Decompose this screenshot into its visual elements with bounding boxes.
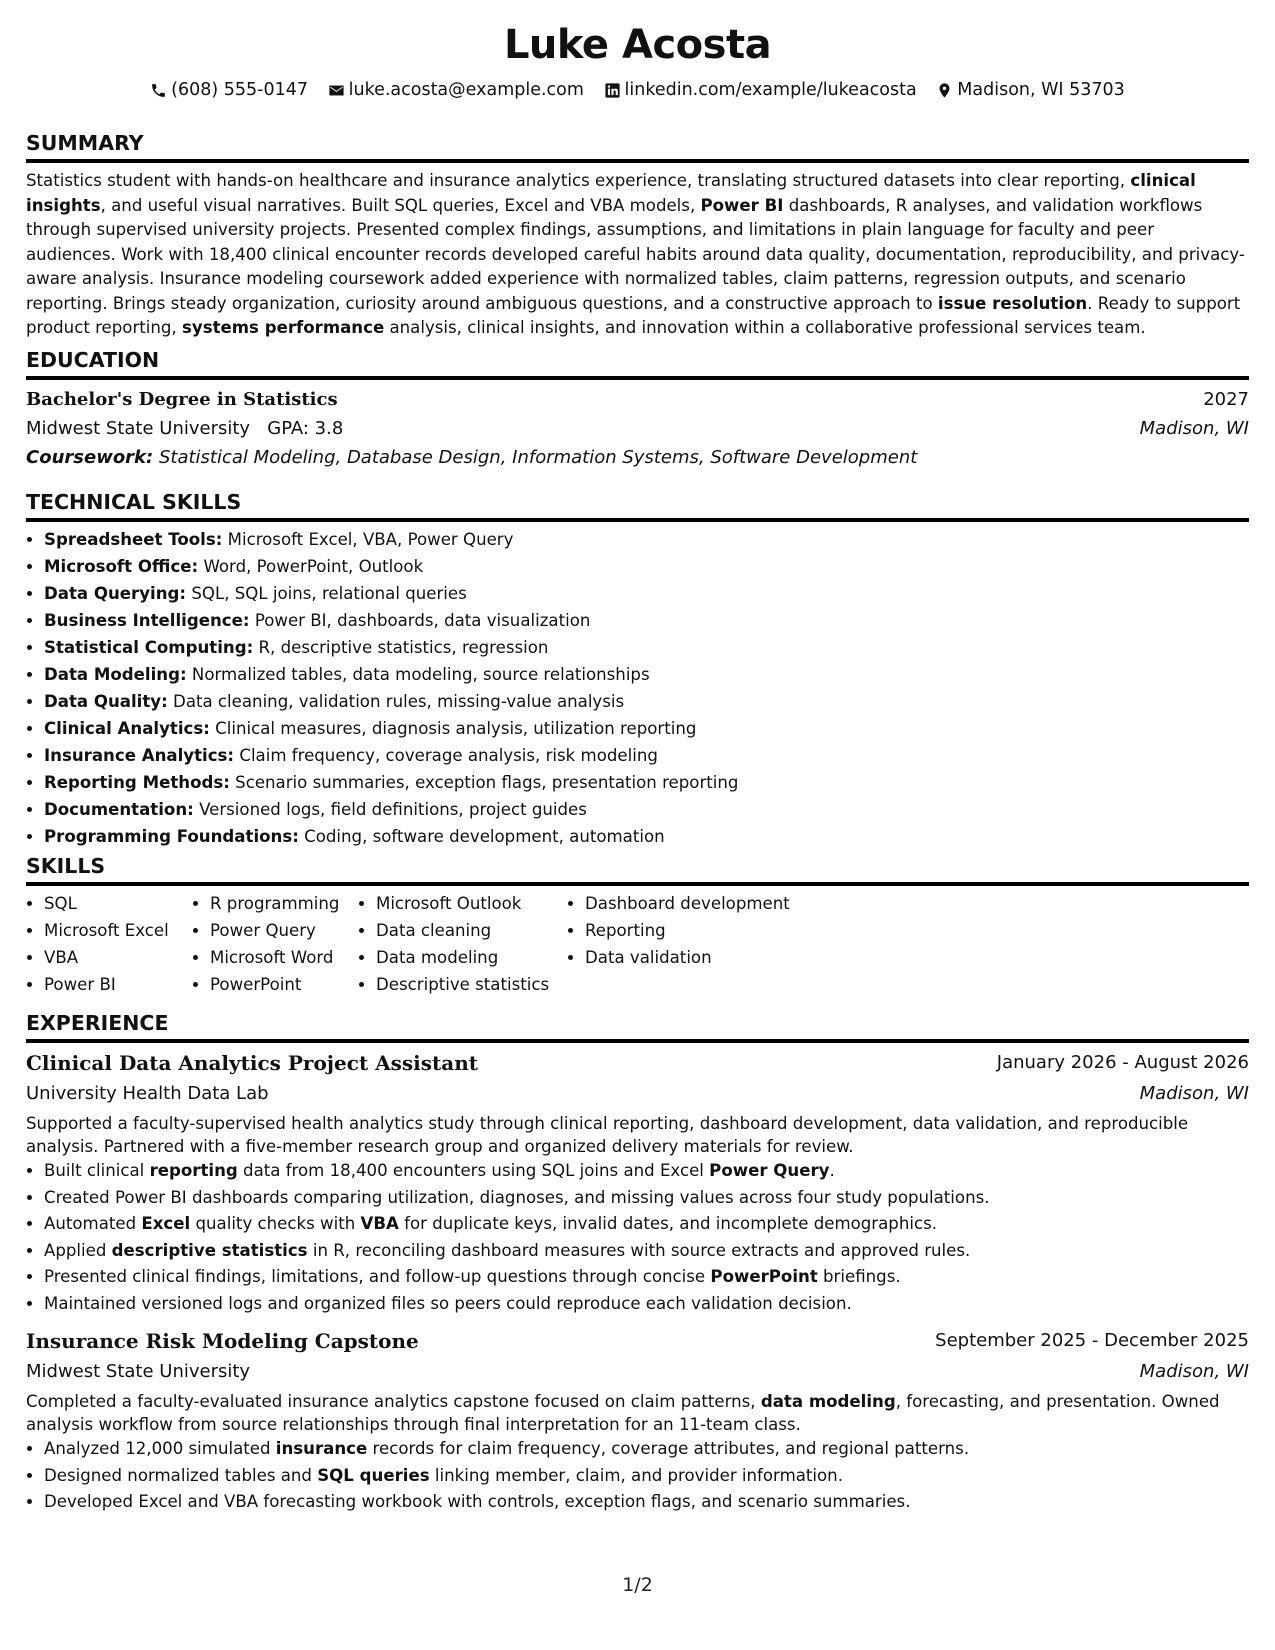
bold-text: Excel [141, 1214, 191, 1233]
skill-item: • Microsoft Word [210, 944, 358, 971]
text-run: for duplicate keys, invalid dates, and incomplete demographics. [398, 1214, 937, 1233]
text-run: Analyzed 12,000 simulated [44, 1439, 276, 1458]
coursework-line [26, 443, 917, 472]
bold-text: systems performance [182, 318, 385, 337]
school-info [26, 414, 343, 443]
experience-bullet [44, 1264, 1249, 1291]
job-org: Midwest State University [26, 1361, 251, 1382]
phone-text: (608) 555-0147 [171, 80, 309, 100]
skill-item: • Microsoft Excel [44, 917, 192, 944]
technical-skill-item [44, 769, 1249, 796]
technical-skills-list [26, 526, 1249, 850]
skill-category: Statistical Computing: [44, 638, 254, 657]
bold-text: VBA [360, 1214, 399, 1233]
technical-skill-item [44, 607, 1249, 634]
skill-category: Documentation: [44, 800, 194, 819]
skill-values: Power BI, dashboards, data visualization [249, 611, 591, 630]
bold-text: SQL queries [317, 1465, 430, 1485]
bold-text: Power Query [709, 1161, 830, 1180]
text-run: Applied [44, 1240, 112, 1260]
location-text: Madison, WI 53703 [957, 80, 1125, 100]
skill-values: Versioned logs, field definitions, project guides [193, 800, 587, 819]
skill-category: Programming Foundations: [44, 827, 299, 846]
text-run: Statistics student with hands-on healthcare and insurance analytics experience, translating structured datasets into clear reporting, [26, 171, 1131, 190]
job-location: Madison, WI [1139, 1361, 1249, 1382]
experience-bullet [44, 1489, 1249, 1516]
text-run: records for claim frequency, coverage attributes, and regional patterns. [367, 1439, 970, 1458]
skill-values: R, descriptive statistics, regression [253, 638, 549, 657]
skill-category: Microsoft Office: [44, 557, 199, 576]
section-title-summary: SUMMARY [26, 130, 1249, 163]
skills-column [567, 890, 827, 998]
text-run: analysis, clinical insights, and innovation within a collaborative professional services team. [384, 318, 1146, 337]
skill-values: Coding, software development, automation [298, 827, 665, 846]
phone-icon [150, 82, 167, 99]
job-title-row [26, 1325, 1249, 1357]
section-title-technical-skills: TECHNICAL SKILLS [26, 489, 1249, 522]
text-run: Developed Excel and VBA forecasting workbook with controls, exception flags, and scenario summaries. [44, 1492, 911, 1511]
degree-name: Bachelor's Degree in Statistics [26, 389, 338, 410]
job-org: University Health Data Lab [26, 1083, 269, 1104]
bold-text: insurance [275, 1439, 368, 1458]
skill-values: Word, PowerPoint, Outlook [198, 557, 424, 576]
school-name: Midwest State University [26, 418, 251, 439]
technical-skill-item [44, 661, 1249, 688]
skill-item: • R programming [210, 890, 358, 917]
map-pin-icon [936, 82, 953, 99]
skill-values: SQL, SQL joins, relational queries [186, 584, 467, 603]
skill-category: Data Modeling: [44, 665, 187, 684]
technical-skill-item [44, 526, 1249, 553]
job-dates: January 2026 - August 2026 [996, 1052, 1249, 1073]
contact-location [936, 80, 1125, 100]
skill-item: • PowerPoint [210, 971, 358, 998]
technical-skill-item [44, 553, 1249, 580]
skill-values: Data cleaning, validation rules, missing-value analysis [167, 692, 625, 711]
technical-skill-item [44, 742, 1249, 769]
job-org-row [26, 1079, 1249, 1108]
text-run: Presented clinical findings, limitations, and follow-up questions through concise [44, 1267, 711, 1286]
skill-item: • Reporting [585, 917, 827, 944]
skill-category: Clinical Analytics: [44, 719, 210, 738]
technical-skill-item [44, 688, 1249, 715]
job-dates: September 2025 - December 2025 [935, 1330, 1249, 1351]
skill-values: Clinical measures, diagnosis analysis, utilization reporting [209, 719, 697, 738]
candidate-name: Luke Acosta [503, 22, 772, 68]
experience-bullet [44, 1463, 1249, 1490]
text-run: quality checks with [190, 1214, 361, 1233]
text-run: in R, reconciling dashboard measures with source extracts and approved rules. [307, 1240, 971, 1260]
technical-skill-item [44, 796, 1249, 823]
text-run: linking member, claim, and provider information. [429, 1465, 843, 1485]
gpa: GPA: 3.8 [267, 418, 344, 439]
skill-category: Data Quality: [44, 692, 168, 711]
graduation-year: 2027 [1203, 389, 1249, 410]
contact-bar [26, 80, 1249, 104]
experience-bullet [44, 1211, 1249, 1238]
text-run: . Ready to support product reporting, [26, 293, 1241, 337]
job-bullets [26, 1158, 1249, 1317]
contact-phone[interactable] [150, 80, 308, 100]
skill-values: Claim frequency, coverage analysis, risk modeling [234, 746, 658, 765]
experience-section [26, 1010, 1249, 1516]
text-run: Automated [44, 1214, 142, 1233]
skill-category: Spreadsheet Tools: [44, 530, 223, 549]
text-run: Built clinical [44, 1161, 150, 1180]
technical-skill-item [44, 580, 1249, 607]
skill-item: • Microsoft Outlook [376, 890, 567, 917]
contact-linkedin[interactable] [604, 80, 917, 100]
job-title: Insurance Risk Modeling Capstone [26, 1329, 419, 1353]
bold-text: issue resolution [937, 293, 1088, 313]
coursework-row [26, 443, 1249, 472]
text-run: , and useful visual narratives. Built SQL queries, Excel and VBA models, [100, 195, 701, 215]
bold-text: Power BI [700, 195, 784, 215]
contact-email[interactable] [328, 80, 584, 100]
bold-text: data modeling [760, 1392, 896, 1411]
bold-text: clinical insights [26, 171, 1196, 215]
bold-text: PowerPoint [710, 1267, 818, 1286]
skills-columns [26, 890, 1249, 998]
technical-skills-section [26, 489, 1249, 850]
skill-item: • SQL [44, 890, 192, 917]
skill-category: Insurance Analytics: [44, 746, 235, 765]
school-row [26, 414, 1249, 443]
job-entry [26, 1325, 1249, 1516]
job-title-row [26, 1047, 1249, 1079]
skill-category: Reporting Methods: [44, 773, 230, 792]
experience-bullet [44, 1291, 1249, 1318]
job-description [26, 1390, 1249, 1436]
bold-text: descriptive statistics [111, 1240, 308, 1260]
experience-bullet [44, 1238, 1249, 1265]
technical-skill-item [44, 715, 1249, 742]
experience-bullet [44, 1158, 1249, 1185]
linkedin-text: linkedin.com/example/lukeacosta [624, 80, 917, 100]
skills-column [192, 890, 358, 998]
skill-values: Scenario summaries, exception flags, presentation reporting [229, 773, 739, 792]
section-title-education: EDUCATION [26, 347, 1249, 380]
text-run: Designed normalized tables and [44, 1465, 318, 1485]
text-run: dashboards, R analyses, and validation workflows through supervised university projects. Presented complex findings, assumptions, and limitations in plain language for faculty and peer audiences. Work with 18,400 clinical encounter records developed careful habits around data quality, documentation, reproducibility, and privacy-aware analysis. Insurance modeling coursework added experience with normalized tables, claim patterns, regression outputs, and scenario reporting. Brings steady organization, curiosity around ambiguous questions, and a constructive approach to [26, 195, 1245, 313]
skill-item: • Descriptive statistics [376, 971, 567, 998]
text-run: . [829, 1161, 835, 1180]
coursework-label: Coursework: [26, 447, 154, 468]
skill-item: • Power Query [210, 917, 358, 944]
section-title-skills: SKILLS [26, 853, 1249, 886]
skill-item: • Data validation [585, 944, 827, 971]
skill-item: • Dashboard development [585, 890, 827, 917]
experience-bullet [44, 1185, 1249, 1212]
summary-text [26, 169, 1249, 341]
text-run: Created Power BI dashboards comparing utilization, diagnoses, and missing values across four study populations. [44, 1187, 990, 1207]
text-run: Maintained versioned logs and organized files so peers could reproduce each validation decision. [44, 1293, 852, 1313]
coursework-list: Statistical Modeling, Database Design, Information Systems, Software Development [158, 447, 918, 468]
text-run: briefings. [817, 1267, 901, 1286]
skill-item: • Power BI [44, 971, 192, 998]
text-run: Completed a faculty-evaluated insurance analytics capstone focused on claim patterns, [26, 1392, 761, 1411]
job-description: Supported a faculty-supervised health analytics study through clinical reporting, dashboard development, data validation, and reproducible analysis. Partnered with a five-member research group and organized delivery materials for review. [26, 1114, 1189, 1156]
education-section [26, 347, 1249, 472]
experience-bullet [44, 1436, 1249, 1463]
job-org-row [26, 1357, 1249, 1386]
skill-values: Microsoft Excel, VBA, Power Query [222, 530, 514, 549]
section-title-experience: EXPERIENCE [26, 1010, 1249, 1043]
skill-category: Business Intelligence: [44, 611, 250, 630]
summary-section [26, 130, 1249, 341]
text-run: , forecasting, and presentation. Owned analysis workflow from source relationships through final interpretation for an 11-team class. [26, 1392, 1220, 1434]
job-location: Madison, WI [1139, 1083, 1249, 1104]
school-location: Madison, WI [1139, 418, 1249, 439]
skill-item: • VBA [44, 944, 192, 971]
skill-item: • Data cleaning [376, 917, 567, 944]
envelope-icon [328, 82, 345, 99]
linkedin-icon [604, 82, 621, 99]
technical-skill-item [44, 634, 1249, 661]
email-text: luke.acosta@example.com [348, 80, 584, 100]
skills-column [358, 890, 567, 998]
skill-category: Data Querying: [44, 584, 187, 603]
skills-section [26, 853, 1249, 998]
skill-item: • Data modeling [376, 944, 567, 971]
page-number: 1/2 [622, 1574, 653, 1596]
skills-column [26, 890, 192, 998]
job-entry [26, 1047, 1249, 1317]
skill-values: Normalized tables, data modeling, source relationships [186, 665, 650, 684]
bold-text: reporting [149, 1161, 238, 1180]
job-title: Clinical Data Analytics Project Assistant [26, 1051, 479, 1075]
technical-skill-item [44, 823, 1249, 850]
job-bullets [26, 1436, 1249, 1516]
degree-row [26, 385, 1249, 414]
text-run: data from 18,400 encounters using SQL joins and Excel [237, 1161, 710, 1180]
